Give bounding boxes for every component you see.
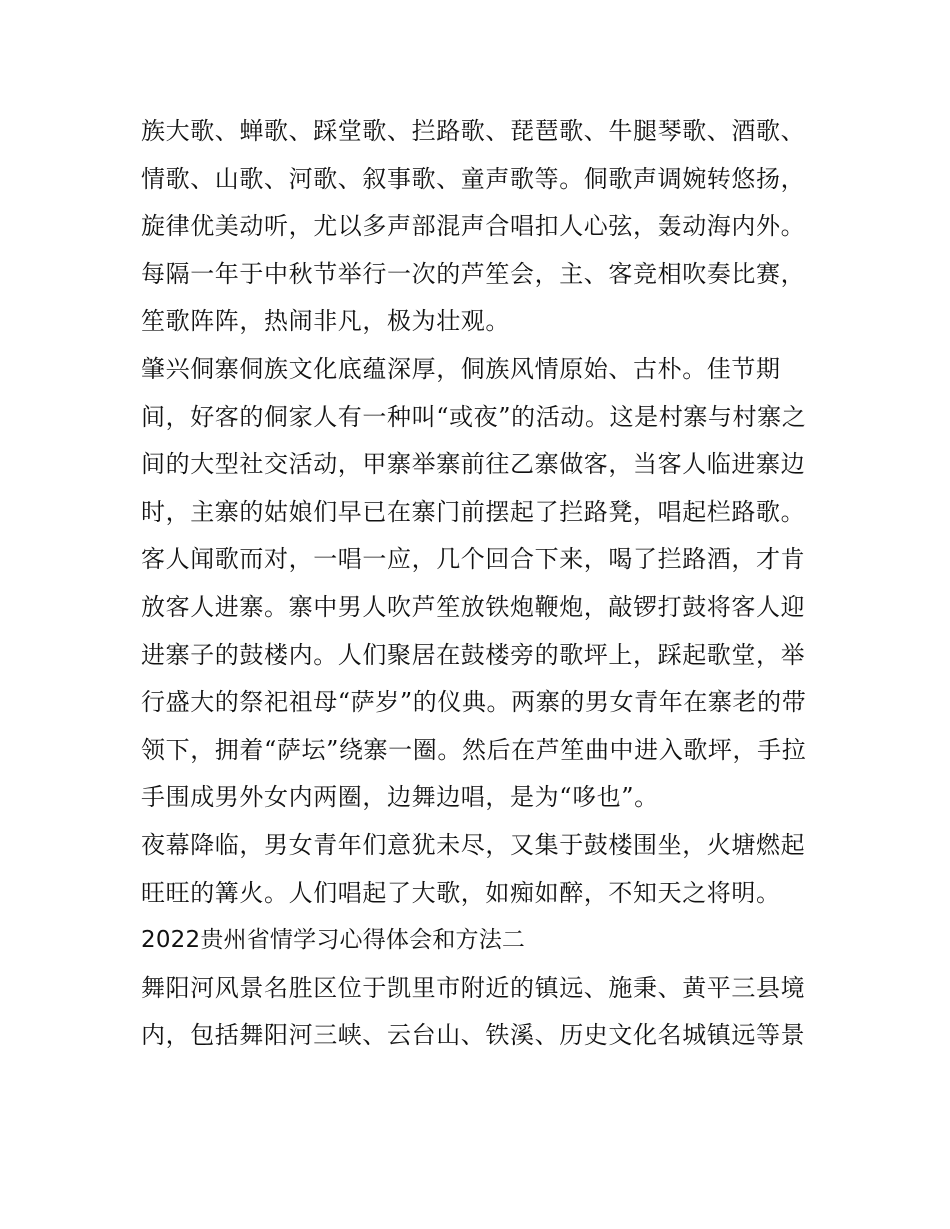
text-line: 族大歌、蝉歌、踩堂歌、拦路歌、琵琶歌、牛腿琴歌、酒歌、 xyxy=(141,117,806,145)
text-line: 时，主寨的姑娘们早已在寨门前摆起了拦路凳，唱起栏路歌。 xyxy=(141,497,806,526)
text-line: 每隔一年于中秋节举行一次的芦笙会，主、客竞相吹奏比赛， xyxy=(141,259,806,288)
text-line: 行盛大的祭祀祖母“萨岁”的仪典。两寨的男女青年在寨老的带 xyxy=(141,688,807,717)
text-line: 内，包括舞阳河三峡、云台山、铁溪、历史文化名城镇远等景 xyxy=(141,1021,806,1050)
text-line: 笙歌阵阵，热闹非凡，极为壮观。 xyxy=(141,307,510,336)
text-line: 间的大型社交活动，甲寨举寨前往乙寨做客，当客人临进寨边 xyxy=(141,450,806,479)
section-heading: 2022贵州省情学习心得体会和方法二 xyxy=(141,927,526,954)
text-line: 夜幕降临，男女青年们意犹未尽，又集于鼓楼围坐，火塘燃起 xyxy=(141,830,806,859)
text-line: 手围成男外女内两圈，边舞边唱，是为“哆也”。 xyxy=(141,783,659,812)
text-line: 间，好客的侗家人有一种叫“或夜”的活动。这是村寨与村寨之 xyxy=(141,402,807,431)
text-line: 领下，拥着“萨坛”绕寨一圈。然后在芦笙曲中进入歌坪，手拉 xyxy=(141,735,807,764)
text-line: 放客人进寨。寨中男人吹芦笙放铁炮鞭炮，敲锣打鼓将客人迎 xyxy=(141,592,806,621)
text-line: 舞阳河风景名胜区位于凯里市附近的镇远、施秉、黄平三县境 xyxy=(141,973,806,1002)
text-line: 旺旺的篝火。人们唱起了大歌，如痴如醉，不知天之将明。 xyxy=(141,878,781,907)
text-line: 进寨子的鼓楼内。人们聚居在鼓楼旁的歌坪上，踩起歌堂，举 xyxy=(141,640,806,669)
text-line: 旋律优美动听，尤以多声部混声合唱扣人心弦，轰动海内外。 xyxy=(141,212,806,241)
text-line: 情歌、山歌、河歌、叙事歌、童声歌等。侗歌声调婉转悠扬， xyxy=(141,164,806,193)
text-line: 肇兴侗寨侗族文化底蕴深厚，侗族风情原始、古朴。佳节期 xyxy=(141,354,781,383)
body-text xyxy=(141,108,821,1060)
text-line: 客人闻歌而对，一唱一应，几个回合下来，喝了拦路酒，才肯 xyxy=(141,545,806,574)
